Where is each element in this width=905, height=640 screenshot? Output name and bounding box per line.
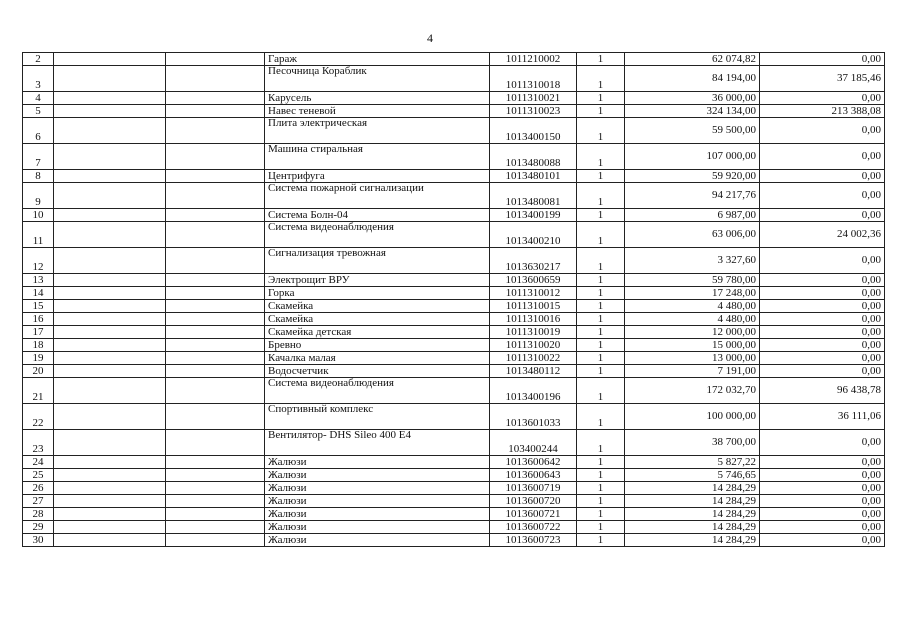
table-row [23,66,885,92]
book-value: 17 248,00 [625,287,760,300]
table-row [23,495,885,508]
blank-cell [54,326,166,339]
blank-cell [54,118,166,144]
table-row [23,105,885,118]
table-row [23,469,885,482]
item-name: Жалюзи [265,495,490,508]
inventory-code: 1013400196 [490,378,577,404]
item-name: Жалюзи [265,521,490,534]
row-number: 9 [23,183,54,209]
item-name: Машина стиральная [265,144,490,170]
quantity: 1 [577,534,625,547]
book-value: 14 284,29 [625,495,760,508]
blank-cell [166,521,265,534]
blank-cell [166,469,265,482]
book-value: 12 000,00 [625,326,760,339]
row-number: 27 [23,495,54,508]
book-value: 59 780,00 [625,274,760,287]
residual-value: 0,00 [760,508,885,521]
residual-value: 213 388,08 [760,105,885,118]
quantity: 1 [577,170,625,183]
row-number: 25 [23,469,54,482]
table-row [23,170,885,183]
quantity: 1 [577,339,625,352]
item-name: Песочница Кораблик [265,66,490,92]
item-name: Водосчетчик [265,365,490,378]
row-number: 30 [23,534,54,547]
item-name: Навес теневой [265,105,490,118]
blank-cell [166,53,265,66]
row-number: 15 [23,300,54,313]
blank-cell [166,170,265,183]
table-row [23,378,885,404]
book-value: 324 134,00 [625,105,760,118]
blank-cell [54,404,166,430]
row-number: 22 [23,404,54,430]
item-name: Скамейка [265,313,490,326]
item-name: Центрифуга [265,170,490,183]
quantity: 1 [577,144,625,170]
book-value: 6 987,00 [625,209,760,222]
residual-value: 96 438,78 [760,378,885,404]
inventory-code: 1011310012 [490,287,577,300]
quantity: 1 [577,274,625,287]
item-name: Скамейка детская [265,326,490,339]
row-number: 29 [23,521,54,534]
blank-cell [54,248,166,274]
book-value: 59 920,00 [625,170,760,183]
quantity: 1 [577,287,625,300]
residual-value: 0,00 [760,118,885,144]
inventory-code: 1011310022 [490,352,577,365]
residual-value: 0,00 [760,352,885,365]
table-row [23,53,885,66]
residual-value: 0,00 [760,521,885,534]
residual-value: 0,00 [760,326,885,339]
quantity: 1 [577,352,625,365]
quantity: 1 [577,495,625,508]
row-number: 28 [23,508,54,521]
inventory-code: 1011310020 [490,339,577,352]
row-number: 5 [23,105,54,118]
row-number: 18 [23,339,54,352]
item-name: Система видеонаблюдения [265,222,490,248]
residual-value: 0,00 [760,183,885,209]
inventory-code: 1011310016 [490,313,577,326]
book-value: 62 074,82 [625,53,760,66]
inventory-code: 1011310021 [490,92,577,105]
blank-cell [54,222,166,248]
book-value: 14 284,29 [625,534,760,547]
inventory-code: 1013480112 [490,365,577,378]
item-name: Жалюзи [265,534,490,547]
blank-cell [54,53,166,66]
residual-value: 0,00 [760,456,885,469]
book-value: 5 746,65 [625,469,760,482]
quantity: 1 [577,300,625,313]
row-number: 12 [23,248,54,274]
inventory-code: 1013601033 [490,404,577,430]
blank-cell [166,365,265,378]
inventory-code: 1013630217 [490,248,577,274]
blank-cell [166,300,265,313]
book-value: 15 000,00 [625,339,760,352]
row-number: 16 [23,313,54,326]
inventory-table-body [23,53,885,547]
table-row [23,144,885,170]
blank-cell [166,222,265,248]
table-row [23,534,885,547]
blank-cell [166,287,265,300]
blank-cell [54,352,166,365]
quantity: 1 [577,105,625,118]
residual-value: 0,00 [760,313,885,326]
residual-value: 0,00 [760,534,885,547]
item-name: Система Болн-04 [265,209,490,222]
residual-value: 36 111,06 [760,404,885,430]
row-number: 8 [23,170,54,183]
blank-cell [54,508,166,521]
item-name: Качалка малая [265,352,490,365]
blank-cell [166,339,265,352]
quantity: 1 [577,404,625,430]
table-row [23,430,885,456]
table-row [23,456,885,469]
item-name: Карусель [265,92,490,105]
item-name: Жалюзи [265,456,490,469]
inventory-code: 1013600723 [490,534,577,547]
row-number: 23 [23,430,54,456]
quantity: 1 [577,222,625,248]
residual-value: 0,00 [760,339,885,352]
item-name: Гараж [265,53,490,66]
inventory-code: 1013600722 [490,521,577,534]
book-value: 14 284,29 [625,508,760,521]
table-row [23,508,885,521]
inventory-code: 1013600720 [490,495,577,508]
residual-value: 0,00 [760,365,885,378]
inventory-code: 1013480101 [490,170,577,183]
table-row [23,339,885,352]
blank-cell [166,378,265,404]
residual-value: 0,00 [760,92,885,105]
table-row [23,92,885,105]
book-value: 63 006,00 [625,222,760,248]
blank-cell [54,482,166,495]
inventory-code: 1013480088 [490,144,577,170]
row-number: 7 [23,144,54,170]
blank-cell [166,66,265,92]
item-name: Горка [265,287,490,300]
row-number: 24 [23,456,54,469]
blank-cell [54,66,166,92]
blank-cell [54,313,166,326]
book-value: 14 284,29 [625,482,760,495]
quantity: 1 [577,482,625,495]
book-value: 4 480,00 [625,313,760,326]
table-row [23,313,885,326]
book-value: 84 194,00 [625,66,760,92]
book-value: 107 000,00 [625,144,760,170]
book-value: 3 327,60 [625,248,760,274]
item-name: Плита электрическая [265,118,490,144]
table-row [23,352,885,365]
blank-cell [54,209,166,222]
table-row [23,248,885,274]
table-row [23,482,885,495]
row-number: 13 [23,274,54,287]
blank-cell [54,170,166,183]
table-row [23,222,885,248]
blank-cell [166,508,265,521]
row-number: 19 [23,352,54,365]
inventory-code: 1011210002 [490,53,577,66]
book-value: 59 500,00 [625,118,760,144]
quantity: 1 [577,248,625,274]
blank-cell [54,287,166,300]
blank-cell [166,92,265,105]
blank-cell [166,248,265,274]
row-number: 26 [23,482,54,495]
blank-cell [166,274,265,287]
blank-cell [54,456,166,469]
blank-cell [166,495,265,508]
blank-cell [166,326,265,339]
inventory-code: 1013400210 [490,222,577,248]
book-value: 5 827,22 [625,456,760,469]
table-row [23,118,885,144]
row-number: 3 [23,66,54,92]
residual-value: 0,00 [760,300,885,313]
row-number: 20 [23,365,54,378]
quantity: 1 [577,508,625,521]
page-number: 4 [427,31,433,45]
item-name: Жалюзи [265,482,490,495]
blank-cell [166,534,265,547]
inventory-table [22,52,885,547]
row-number: 6 [23,118,54,144]
quantity: 1 [577,365,625,378]
table-row [23,365,885,378]
table-row [23,521,885,534]
blank-cell [54,469,166,482]
table-row [23,287,885,300]
inventory-code: 1011310019 [490,326,577,339]
item-name: Сигнализация тревожная [265,248,490,274]
quantity: 1 [577,92,625,105]
blank-cell [54,144,166,170]
blank-cell [54,495,166,508]
row-number: 2 [23,53,54,66]
blank-cell [166,118,265,144]
inventory-code: 1011310018 [490,66,577,92]
table-row [23,326,885,339]
quantity: 1 [577,53,625,66]
blank-cell [54,274,166,287]
residual-value: 24 002,36 [760,222,885,248]
residual-value: 0,00 [760,248,885,274]
blank-cell [166,105,265,118]
blank-cell [54,300,166,313]
book-value: 13 000,00 [625,352,760,365]
book-value: 36 000,00 [625,92,760,105]
blank-cell [166,183,265,209]
item-name: Вентилятор- DHS Sileo 400 E4 [265,430,490,456]
blank-cell [166,482,265,495]
inventory-code: 1013600642 [490,456,577,469]
residual-value: 0,00 [760,170,885,183]
blank-cell [54,339,166,352]
residual-value: 0,00 [760,209,885,222]
residual-value: 0,00 [760,430,885,456]
item-name: Спортивный комплекс [265,404,490,430]
table-row [23,183,885,209]
quantity: 1 [577,378,625,404]
row-number: 21 [23,378,54,404]
blank-cell [54,183,166,209]
item-name: Электрощит ВРУ [265,274,490,287]
book-value: 94 217,76 [625,183,760,209]
item-name: Бревно [265,339,490,352]
blank-cell [54,521,166,534]
row-number: 14 [23,287,54,300]
blank-cell [54,534,166,547]
quantity: 1 [577,209,625,222]
item-name: Жалюзи [265,469,490,482]
blank-cell [166,313,265,326]
blank-cell [54,92,166,105]
table-row [23,274,885,287]
table-row [23,209,885,222]
book-value: 38 700,00 [625,430,760,456]
blank-cell [166,404,265,430]
row-number: 4 [23,92,54,105]
residual-value: 0,00 [760,482,885,495]
inventory-code: 1013600721 [490,508,577,521]
residual-value: 37 185,46 [760,66,885,92]
inventory-code: 1013480081 [490,183,577,209]
inventory-code: 103400244 [490,430,577,456]
quantity: 1 [577,183,625,209]
book-value: 14 284,29 [625,521,760,534]
row-number: 17 [23,326,54,339]
item-name: Жалюзи [265,508,490,521]
blank-cell [166,209,265,222]
item-name: Система пожарной сигнализации [265,183,490,209]
quantity: 1 [577,430,625,456]
quantity: 1 [577,521,625,534]
row-number: 11 [23,222,54,248]
quantity: 1 [577,313,625,326]
book-value: 172 032,70 [625,378,760,404]
book-value: 100 000,00 [625,404,760,430]
inventory-code: 1013400150 [490,118,577,144]
inventory-code: 1013600643 [490,469,577,482]
residual-value: 0,00 [760,274,885,287]
residual-value: 0,00 [760,469,885,482]
blank-cell [54,378,166,404]
quantity: 1 [577,326,625,339]
item-name: Система видеонаблюдения [265,378,490,404]
inventory-code: 1013600719 [490,482,577,495]
inventory-code: 1011310015 [490,300,577,313]
residual-value: 0,00 [760,144,885,170]
quantity: 1 [577,118,625,144]
item-name: Скамейка [265,300,490,313]
inventory-code: 1013600659 [490,274,577,287]
table-row [23,404,885,430]
blank-cell [166,430,265,456]
quantity: 1 [577,456,625,469]
inventory-code: 1013400199 [490,209,577,222]
residual-value: 0,00 [760,495,885,508]
quantity: 1 [577,66,625,92]
quantity: 1 [577,469,625,482]
table-row [23,300,885,313]
book-value: 4 480,00 [625,300,760,313]
blank-cell [166,352,265,365]
blank-cell [166,144,265,170]
residual-value: 0,00 [760,287,885,300]
residual-value: 0,00 [760,53,885,66]
row-number: 10 [23,209,54,222]
book-value: 7 191,00 [625,365,760,378]
blank-cell [54,105,166,118]
inventory-code: 1011310023 [490,105,577,118]
blank-cell [54,430,166,456]
blank-cell [54,365,166,378]
blank-cell [166,456,265,469]
